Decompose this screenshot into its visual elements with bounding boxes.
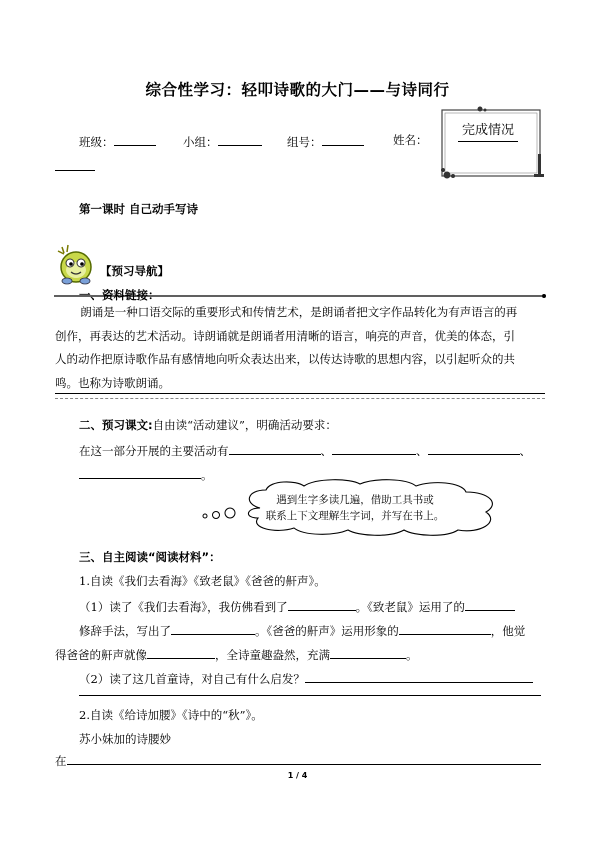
page-title: 综合性学习：轻叩诗歌的大门——与诗同行 <box>145 81 450 99</box>
section3-heading: 三、自主阅读“阅读材料”： <box>79 550 221 564</box>
group-blank[interactable] <box>218 133 262 146</box>
item1: 1.自读《我们去看海》《致老鼠》《爸爸的鼾声》。 <box>79 574 326 588</box>
q1-blank-3[interactable] <box>171 622 255 635</box>
item2-line-prefix: 在 <box>55 754 67 768</box>
q1-line1 <box>79 598 515 614</box>
q1-blank-5[interactable] <box>147 646 215 659</box>
group-no-blank[interactable] <box>322 133 364 146</box>
activity-blank-4[interactable] <box>79 466 201 479</box>
group-field <box>183 133 262 149</box>
q1-text-e: ，他觉 <box>490 624 526 638</box>
q1-line2 <box>79 622 525 638</box>
section1-heading: 一、资料链接： <box>79 288 160 302</box>
section1-body <box>55 301 545 395</box>
mascot-icon <box>54 243 96 285</box>
item2: 2.自读《给诗加腰》《诗中的“秋”》。 <box>79 708 263 722</box>
sep: 、 <box>416 444 428 458</box>
section1-line: 鸣。也称为诗歌朗诵。 <box>55 375 170 390</box>
q1-line3 <box>55 646 418 662</box>
q2-text: （2）读了这几首童诗，对自己有什么启发？ <box>79 672 305 686</box>
section1-line: 创作，再表达的艺术活动。诗朗诵就是朗诵者用清晰的语言，响亮的声音，优美的体态，引 <box>55 328 515 343</box>
section2-heading: 二、预习课文: <box>79 418 153 432</box>
cloud-line: 遇到生字多读几遍，借助工具书或 <box>276 494 434 506</box>
section1-line: 人的动作把原诗歌作品有感情地向听众表达出来，以传达诗歌的思想内容，以引起听众的共 <box>55 352 515 366</box>
end: 。 <box>201 468 213 482</box>
section2-heading-row <box>79 418 337 432</box>
q1-blank-2[interactable] <box>465 598 515 611</box>
activity-blank-1[interactable] <box>229 442 321 455</box>
section2-heading-rest: 自由读“活动建议”，明确活动要求： <box>152 418 337 432</box>
preview-nav-label: 【预习导航】 <box>100 264 169 278</box>
section2-prefix: 在这一部分开展的主要活动有 <box>79 444 229 458</box>
q1-blank-6[interactable] <box>330 646 406 659</box>
cloud-line: 联系上下文理解生字词，并写在书上。 <box>265 510 445 522</box>
section1-line: 朗诵是一种口语交际的重要形式和传情艺术，是朗诵者把文字作品转化为有声语言的再 <box>80 305 518 319</box>
q2-blank-1[interactable] <box>305 670 533 683</box>
section2-line2 <box>79 466 213 482</box>
q1-text-g: ，全诗童趣盎然，充满 <box>215 648 330 662</box>
class-field <box>79 133 156 149</box>
group-label: 小组： <box>183 135 218 149</box>
group-no-label: 组号： <box>287 135 322 149</box>
status-box <box>438 104 546 182</box>
page-number: 1 / 4 <box>287 771 308 780</box>
status-box-label: 完成情况 <box>458 119 518 142</box>
sep: 、 <box>320 444 332 458</box>
item2-blank[interactable] <box>67 752 541 765</box>
lesson-title: 第一课时 自己动手写诗 <box>79 202 199 216</box>
item2-sub: 苏小妹加的诗腰妙 <box>79 732 171 746</box>
q1-text-c: 修辞手法，写出了 <box>79 624 171 638</box>
class-blank[interactable] <box>114 133 156 146</box>
q2-line <box>79 670 533 686</box>
q1-text-b: 。《致老鼠》运用了的 <box>355 600 465 614</box>
class-label: 班级： <box>79 135 114 149</box>
section2-line1 <box>79 442 531 458</box>
q1-blank-1[interactable] <box>288 598 356 611</box>
q1-text-a: （1）读了《我们去看海》，我仿佛看到了 <box>79 600 288 614</box>
q1-blank-4[interactable] <box>399 622 491 635</box>
q1-text-d: 。《爸爸的鼾声》运用形象的 <box>255 624 399 638</box>
status-box-frame <box>438 104 546 182</box>
group-no-field <box>287 133 364 149</box>
activity-blank-3[interactable] <box>428 442 520 455</box>
name-field <box>393 133 428 147</box>
q1-text-h: 。 <box>406 648 418 662</box>
sep: 、 <box>519 444 531 458</box>
name-label: 姓名： <box>393 133 428 147</box>
item2-line <box>55 752 541 768</box>
q1-text-f: 得爸爸的鼾声就像 <box>55 648 147 662</box>
section1-rule <box>55 393 545 394</box>
name-blank[interactable] <box>55 170 95 171</box>
section1-dashed-rule <box>55 398 545 399</box>
thought-cloud <box>200 478 510 536</box>
cloud-text <box>200 492 510 524</box>
q2-blank-2[interactable] <box>79 695 541 696</box>
activity-blank-2[interactable] <box>332 442 416 455</box>
